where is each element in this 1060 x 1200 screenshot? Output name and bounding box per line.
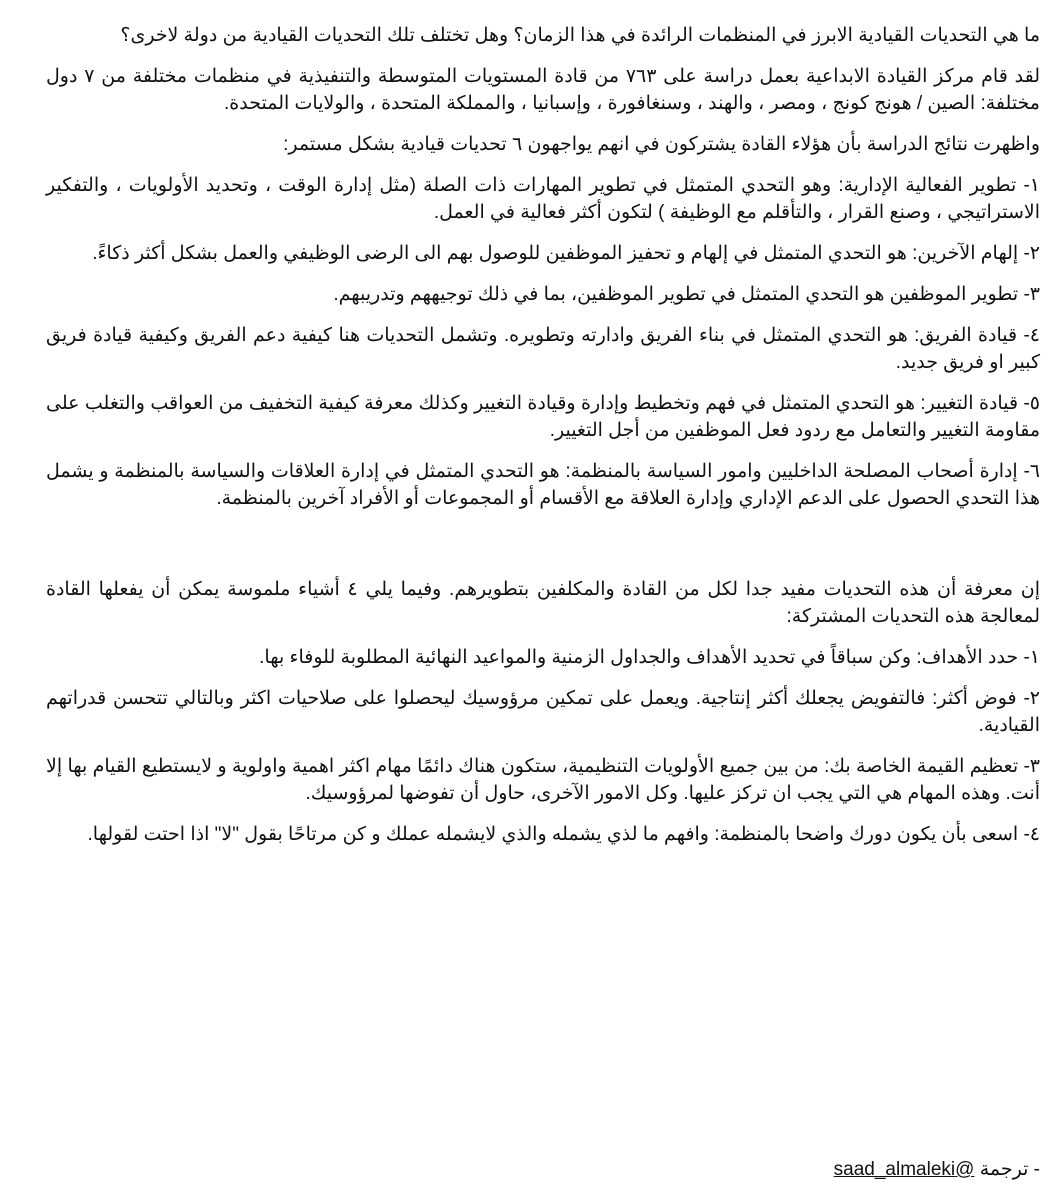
solution-item: ١- حدد الأهداف: وكن سباقاً في تحديد الأهداف والجداول الزمنية والمواعيد النهائية المطلوبة للوفاء بها. (259, 647, 1040, 668)
solution-item: ٣- تعظيم القيمة الخاصة بك: من بين جميع الأولويات التنظيمية، ستكون هناك دائمًا مهام اكثر اهمية واولوية و لايستطيع القيام بها إلا أنت. وهذه المهام هي التي يجب ان تركز عليها. وكل الامور الآخرى، حاول أن تفوضها لمرؤوسيك. (46, 756, 1040, 804)
section-spacer (46, 526, 1040, 576)
question-paragraph: ما هي التحديات القيادية الابرز في المنظمات الرائدة في هذا الزمان؟ وهل تختلف تلك التحديات القيادية من دولة لاخرى؟ (120, 25, 1040, 46)
intro-paragraph: لقد قام مركز القيادة الابداعية بعمل دراسة على ٧٦٣ من قادة المستويات المتوسطة والتنفيذية في منظمات مختلفة من ٧ دول مختلفة: الصين / هونج كونج ، ومصر ، والهند ، وسنغافورة ، وإسبانيا ، والمملكة المتحدة ، والولايات المتحدة. (46, 66, 1040, 114)
article-body (46, 22, 1040, 862)
challenge-item: ١- تطوير الفعالية الإدارية: وهو التحدي المتمثل في تطوير المهارات ذات الصلة (مثل إدارة الوقت ، وتحديد الأولويات ، والتفكير الاستراتيجي ، وصنع القرار ، والتأقلم مع الوظيفة ) لتكون أكثر فعالية في العمل. (46, 175, 1040, 223)
translator-credit (0, 1156, 1040, 1183)
challenge-item: ٣- تطوير الموظفين هو التحدي المتمثل في تطوير الموظفين، بما في ذلك توجيههم وتدريبهم. (333, 284, 1040, 305)
challenge-item: ٤- قيادة الفريق: هو التحدي المتمثل في بناء الفريق وادارته وتطويره. وتشمل التحديات هنا كيفية دعم الفريق وكيفية قيادة فريق كبير او فريق جديد. (46, 325, 1040, 373)
solution-item: ٢- فوض أكثر: فالتفويض يجعلك أكثر إنتاجية. ويعمل على تمكين مرؤوسيك ليحصلوا على صلاحيات اكثر وبالتالي تتحسن قدراتهم القيادية. (46, 688, 1040, 736)
findings-paragraph: واظهرت نتائج الدراسة بأن هؤلاء القادة يشتركون في انهم يواجهون ٦ تحديات قيادية بشكل مستمر: (283, 134, 1040, 155)
solutions-intro-paragraph: إن معرفة أن هذه التحديات مفيد جدا لكل من القادة والمكلفين بتطويرهم. وفيما يلي ٤ أشياء ملموسة يمكن أن يفعلها القادة لمعالجة هذه التحديات المشتركة: (46, 579, 1040, 627)
challenge-item: ٦- إدارة أصحاب المصلحة الداخليين وامور السياسة بالمنظمة: هو التحدي المتمثل في إدارة العلاقات والسياسة بالمنظمة و يشمل هذا التحدي الحصول على الدعم الإداري وإدارة العلاقة مع الأقسام أو المجموعات أو الأفراد آخرين بالمنظمة. (46, 461, 1040, 509)
credit-handle[interactable]: @saad_almaleki (833, 1159, 975, 1180)
challenge-item: ٢- إلهام الآخرين: هو التحدي المتمثل في إلهام و تحفيز الموظفين للوصول بهم الى الرضى الوظيفي والعمل بشكل أكثر ذكاءً. (92, 243, 1040, 264)
solution-item: ٤- اسعى بأن يكون دورك واضحا بالمنظمة: وافهم ما لذي يشمله والذي لايشمله عملك و كن مرتاحًا بقول "لا" اذا احتت لقولها. (87, 824, 1040, 845)
credit-label: - ترجمة (979, 1159, 1040, 1180)
challenge-item: ٥- قيادة التغيير: هو التحدي المتمثل في فهم وتخطيط وإدارة وقيادة التغيير وكذلك معرفة كيفية التخفيف من العواقب والتغلب على مقاومة التغيير والتعامل مع ردود فعل الموظفين من أجل التغيير. (46, 393, 1040, 441)
